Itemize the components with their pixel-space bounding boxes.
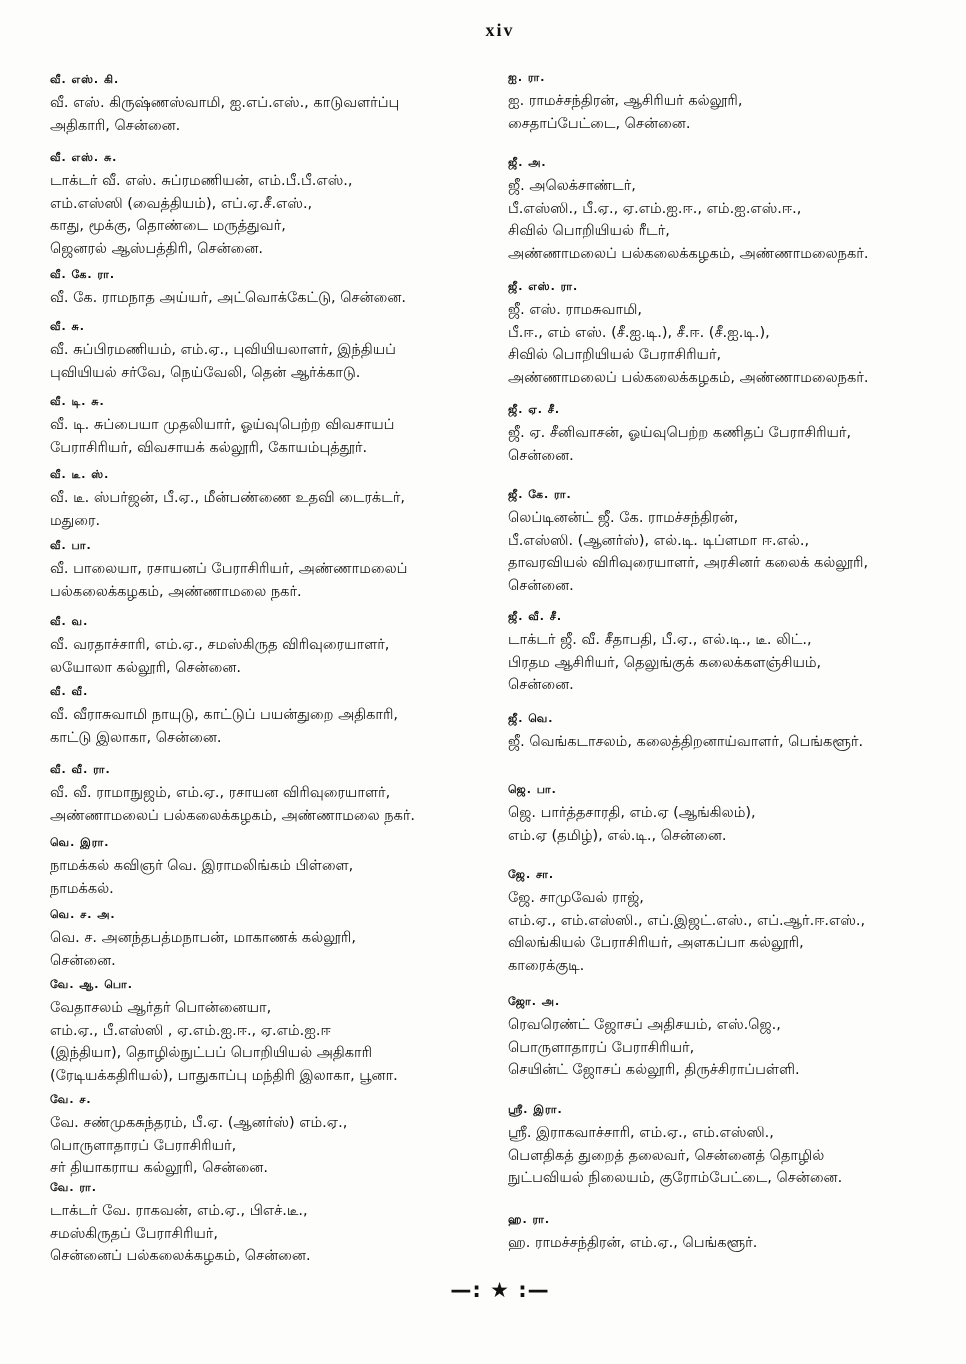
contributor-detail-line: மதுரை. (50, 512, 101, 529)
contributor-detail-line: சர் தியாகராய கல்லூரி, சென்னை. (50, 1160, 268, 1176)
contributor-detail-line: அண்ணாமலைப் பல்கலைக்கழகம், அண்ணாமலைநகர். (508, 245, 869, 262)
contributor-detail-line: காது, மூக்கு, தொண்டை மருத்துவர், (50, 218, 286, 234)
contributor-detail-line: டாக்டர் ஜீ. வீ. சீதாபதி, பீ.ஏ., எல்.டி., டீ. லிட்., (508, 632, 812, 648)
contributor-detail-line: ஜீ. அலெக்சாண்டர், (508, 178, 636, 194)
contributor-detail-line: ஜீ. எஸ். ராமசுவாமி, (508, 302, 642, 318)
contributor-entry (50, 836, 490, 900)
contributor-detail-line: வீ. சுப்பிரமணியம், எம்.ஏ., புவியியலாளர், இந்தியப் (50, 342, 396, 358)
contributor-detail-line: ஜீ. வெங்கடாசலம், கலைத்திறனாய்வாளர், பெங்களூர். (508, 734, 864, 750)
contributor-entry (50, 763, 490, 827)
contributor-detail-line: பீ.ஈ., எம் எஸ். (சீ.ஐ.டி.), சீ.ஈ. (சீ.ஐ.டி.), (508, 324, 770, 341)
contributor-abbreviation: வெ. ச. அ. (50, 908, 116, 921)
contributor-entry (50, 1181, 490, 1268)
contributor-detail-line: காரைக்குடி. (508, 957, 585, 974)
contributor-abbreviation: வே. ரா. (50, 1181, 97, 1194)
contributor-detail-line: சமஸ்கிருதப் பேராசிரியர், (50, 1225, 218, 1242)
contributor-entry (50, 539, 490, 603)
contributor-detail-line: வீ. வரதாச்சாரி, எம்.ஏ., சமஸ்கிருத விரிவுரையாளர், (50, 637, 390, 653)
contributor-entry (50, 908, 490, 972)
contributor-detail-line: ஐ. ராமச்சந்திரன், ஆசிரியர் கல்லூரி, (508, 93, 743, 109)
contributor-detail-line: (ரேடியக்கதிரியல்), பாதுகாப்பு மந்திரி இலாகா, பூனா. (50, 1067, 398, 1084)
contributor-abbreviation: வீ. பா. (50, 539, 92, 552)
page-number: xiv (485, 20, 515, 40)
contributor-abbreviation: வீ. வீ. ரா. (50, 763, 111, 776)
contributor-detail-line: வீ. டி. சுப்பையா முதலியார், ஓய்வுபெற்ற விவசாயப் (50, 417, 395, 433)
contributor-detail-line: அதிகாரி, சென்னை. (50, 117, 181, 134)
contributor-detail-line: பேராசிரியர், விவசாயக் கல்லூரி, கோயம்புத்தூர். (50, 439, 368, 456)
contributor-detail-line: ஜெனரல் ஆஸ்பத்திரி, சென்னை. (50, 240, 264, 257)
contributor-detail-line: லயோலா கல்லூரி, சென்னை. (50, 659, 242, 676)
contributor-detail-line: சிவில் பொறியியல் ரீடர், (508, 223, 670, 239)
contributor-abbreviation: ஜோ. அ. (508, 995, 561, 1008)
contributor-detail-line: பிரதம ஆசிரியர், தெலுங்குக் கலைக்களஞ்சியம், (508, 654, 822, 671)
left-column (50, 0, 490, 1300)
contributor-detail-line: சைதாப்பேட்டை, சென்னை. (508, 115, 691, 132)
contributor-detail-line: பல்கலைக்கழகம், அண்ணாமலை நகர். (50, 583, 302, 600)
contributor-entry (50, 685, 490, 749)
contributor-abbreviation: வே. ஆ. பொ. (50, 978, 133, 991)
contributor-detail-line: சென்னை. (508, 677, 574, 693)
contributor-entry (508, 1213, 948, 1255)
contributor-detail-line: எம்.எஸ்ஸி (வைத்தியம்), எப்.ஏ.சீ.எஸ்., (50, 195, 313, 212)
contributor-entry (508, 156, 948, 265)
contributor-detail-line: ரெவரெண்ட் ஜோசப் அதிசயம், எஸ்.ஜெ., (508, 1017, 781, 1033)
contributor-detail-line: வீ. கே. ராமநாத அய்யர், அட்வொக்கேட்டு, சென்னை. (50, 290, 407, 306)
contributor-entry (50, 468, 490, 532)
contributor-abbreviation: வீ. டி. சு. (50, 395, 105, 408)
contributor-detail-line: செயின்ட் ஜோசப் கல்லூரி, திருச்சிராப்பள்ளி. (508, 1062, 800, 1078)
contributor-detail-line: வேதாசலம் ஆர்தர் பொன்னையா, (50, 1000, 272, 1016)
contributor-detail-line: விலங்கியல் பேராசிரியர், அளகப்பா கல்லூரி, (508, 935, 804, 951)
contributor-abbreviation: ஜீ. ஏ. சீ. (508, 403, 561, 416)
contributor-abbreviation: ஹ. ரா. (508, 1213, 551, 1226)
contributor-detail-line: பொருளாதாரப் பேராசிரியர், (508, 1039, 695, 1056)
right-column (508, 0, 948, 1300)
contributor-entry (50, 395, 490, 459)
contributor-entry (50, 268, 490, 310)
contributor-detail-line: சிவில் பொறியியல் பேராசிரியர், (508, 347, 722, 363)
contributor-entry (508, 1103, 948, 1190)
contributor-detail-line: வீ. பாலையா, ரசாயனப் பேராசிரியர், அண்ணாமலைப் (50, 561, 408, 577)
contributor-abbreviation: வீ. டீ. ஸ். (50, 468, 110, 481)
contributor-detail-line: சென்னைப் பல்கலைக்கழகம், சென்னை. (50, 1248, 311, 1264)
contributor-detail-line: வீ. எஸ். கிருஷ்ணஸ்வாமி, ஐ.எப்.எஸ்., காடுவளர்ப்பு (50, 95, 400, 111)
contributor-abbreviation: வீ. கே. ரா. (50, 268, 115, 281)
contributor-entry (508, 610, 948, 697)
contributor-entry (508, 868, 948, 977)
contributor-detail-line: சென்னை. (508, 447, 574, 464)
contributor-abbreviation: ஜெ. பா. (508, 783, 557, 796)
contributor-abbreviation: வீ. எஸ். கி. (50, 73, 120, 86)
contributor-abbreviation: வே. ச. (50, 1093, 92, 1106)
contributor-detail-line: எம்.ஏ (தமிழ்), எல்.டி., சென்னை. (508, 827, 727, 844)
contributor-abbreviation: ஜீ. எஸ். ரா. (508, 280, 579, 293)
contributor-detail-line: ஹ. ராமச்சந்திரன், எம்.ஏ., பெங்களூர். (508, 1235, 758, 1251)
contributor-entry (50, 1093, 490, 1180)
contributor-entry (508, 280, 948, 389)
contributor-detail-line: நுட்பவியல் நிலையம், குரோம்பேட்டை, சென்னை. (508, 1170, 843, 1186)
contributor-detail-line: பௌதிகத் துறைத் தலைவர், சென்னைத் தொழில் (508, 1147, 825, 1164)
contributor-abbreviation: வீ. வீ. (50, 685, 89, 698)
contributor-detail-line: எம்.ஏ., பீ.எஸ்ஸி , ஏ.எம்.ஐ.ஈ., ஏ.எம்.ஐ.ஈ (50, 1022, 331, 1039)
contributor-detail-line: வீ. வீ. ராமாநுஜம், எம்.ஏ., ரசாயன விரிவுரையாளர், (50, 785, 391, 801)
contributor-detail-line: சென்னை. (508, 577, 574, 594)
contributor-abbreviation: ஜீ. கே. ரா. (508, 488, 572, 501)
contributor-entry (508, 783, 948, 847)
contributor-detail-line: ஜெ. பார்த்தசாரதி, எம்.ஏ (ஆங்கிலம்), (508, 805, 756, 821)
contributor-abbreviation: வீ. வ. (50, 615, 89, 628)
contributor-detail-line: லெப்டினன்ட் ஜீ. கே. ராமச்சந்திரன், (508, 510, 739, 526)
contributor-detail-line: பீ.எஸ்ஸி., பீ.ஏ., ஏ.எம்.ஐ.ஈ., எம்.ஐ.எஸ்.ஈ., (508, 200, 802, 217)
contributor-detail-line: ஸ்ரீ. இராகவாச்சாரி, எம்.ஏ., எம்.எஸ்ஸி., (508, 1125, 774, 1141)
contributor-abbreviation: வீ. எஸ். சு. (50, 151, 118, 164)
contributor-abbreviation: ஸ்ரீ. இரா. (508, 1103, 563, 1116)
contributor-detail-line: வெ. ச. அனந்தபத்மநாபன், மாகாணக் கல்லூரி, (50, 930, 356, 946)
contributor-detail-line: வீ. வீராசுவாமி நாயுடு, காட்டுப் பயன்துறை அதிகாரி, (50, 707, 398, 723)
contributor-detail-line: பீ.எஸ்ஸி. (ஆனர்ஸ்), எல்.டி. டிப்ளமா ஈ.எல்., (508, 532, 810, 549)
contributor-detail-line: டாக்டர் வீ. எஸ். சுப்ரமணியன், எம்.பீ.பீ.எஸ்., (50, 173, 353, 189)
contributor-detail-line: சென்னை. (50, 952, 116, 969)
contributor-detail-line: அண்ணாமலைப் பல்கலைக்கழகம், அண்ணாமலை நகர். (50, 807, 416, 824)
contributor-entry (508, 995, 948, 1082)
contributor-entry (508, 488, 948, 597)
contributor-detail-line: எம்.ஏ., எம்.எஸ்ஸி., எப்.இஜட்.எஸ்., எப்.ஆர்.ஈ.எஸ்., (508, 912, 866, 929)
contributor-abbreviation: வீ. சு. (50, 320, 85, 333)
contributor-entry (50, 615, 490, 679)
contributor-detail-line: வே. சண்முகசுந்தரம், பீ.ஏ. (ஆனர்ஸ்) எம்.ஏ., (50, 1115, 348, 1131)
contributor-entry (50, 73, 490, 137)
contributor-detail-line: தாவரவியல் விரிவுரையாளர், அரசினர் கலைக் கல்லூரி, (508, 555, 869, 571)
contributor-abbreviation: ஜே. சா. (508, 868, 555, 881)
contributor-detail-line: அண்ணாமலைப் பல்கலைக்கழகம், அண்ணாமலைநகர். (508, 369, 869, 386)
contributor-detail-line: பொருளாதாரப் பேராசிரியர், (50, 1137, 237, 1154)
contributor-detail-line: டாக்டர் வே. ராகவன், எம்.ஏ., பிஎச்.டீ., (50, 1203, 308, 1219)
contributor-entry (50, 320, 490, 384)
contributor-entry (508, 71, 948, 135)
footer-ornament: —: ★ :— (450, 1278, 550, 1302)
contributor-detail-line: புவியியல் சர்வே, நெய்வேலி, தென் ஆர்க்காடு. (50, 364, 361, 381)
contributor-abbreviation: ஜீ. வீ. சீ. (508, 610, 563, 623)
contributor-entry (508, 403, 948, 467)
contributor-abbreviation: ஜீ. வெ. (508, 712, 554, 725)
contributor-detail-line: காட்டு இலாகா, சென்னை. (50, 729, 222, 746)
contributor-abbreviation: ஐ. ரா. (508, 71, 546, 84)
contributor-detail-line: (இந்தியா), தொழில்நுட்பப் பொறியியல் அதிகாரி (50, 1045, 373, 1061)
contributor-detail-line: நாமக்கல் கவிஞர் வெ. இராமலிங்கம் பிள்ளை, (50, 858, 354, 874)
contributor-entry (508, 712, 948, 754)
contributor-abbreviation: ஜீ. அ. (508, 156, 547, 169)
contributor-entry (50, 978, 490, 1087)
contributor-detail-line: ஜீ. ஏ. சீனிவாசன், ஓய்வுபெற்ற கணிதப் பேராசிரியர், (508, 425, 852, 441)
contributor-detail-line: ஜே. சாமுவேல் ராஜ், (508, 890, 644, 906)
contributor-detail-line: வீ. டீ. ஸ்பர்ஜன், பீ.ஏ., மீன்பண்ணை உதவி டைரக்டர், (50, 490, 405, 506)
contributor-entry (50, 151, 490, 260)
contributor-detail-line: நாமக்கல். (50, 880, 114, 897)
contributor-abbreviation: வெ. இரா. (50, 836, 110, 849)
